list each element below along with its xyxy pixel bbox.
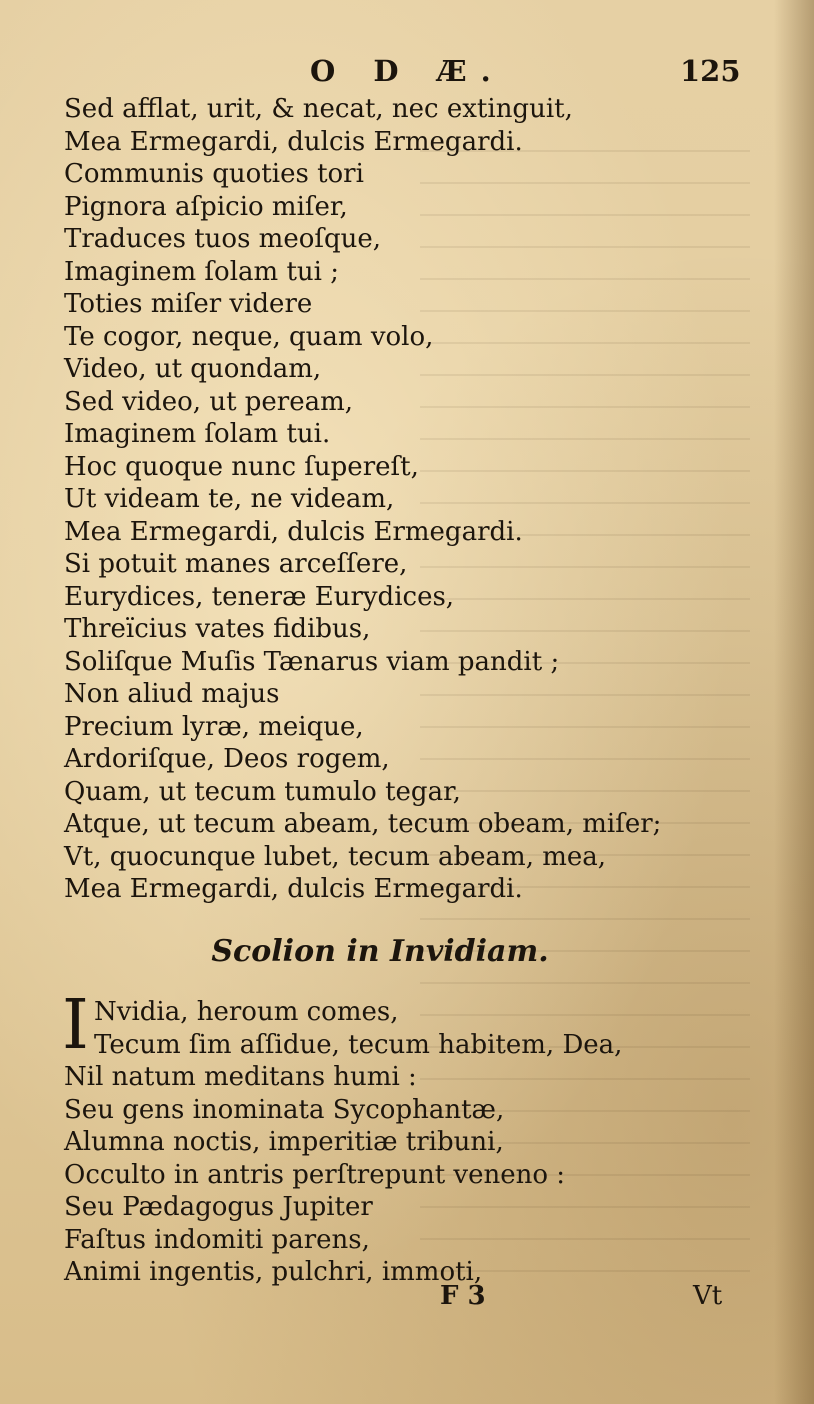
verse-line: Mea Ermegardi, dulcis Ermegardi. [64,874,523,904]
verse-line: Tecum ſim aſſidue, tecum habitem, Dea, [94,1029,623,1060]
poem-scolion [64,996,622,1289]
verse-line: Atque, ut tecum abeam, tecum obeam, miſer; [64,809,662,839]
verse-line: Mea Ermegardi, dulcis Ermegardi. [64,516,523,547]
verse-line: Faſtus indomiti parens, [64,1224,370,1255]
poem-ode [64,93,661,906]
section-heading: Scolion in Invidiam. [211,934,549,969]
verse-line: Ardoriſque, Deos rogem, [64,744,390,774]
running-head: O D Æ. [310,54,505,88]
verse-line: Mea Ermegardi, dulcis Ermegardi. [64,126,523,157]
verse-line: Precium lyræ, meique, [64,711,364,742]
verse-line: Traduces tuos meoſque, [64,224,382,254]
verse-line: Hoc quoque nunc ſupereſt, [64,451,419,482]
verse-line: Si potuit manes arceſſere, [64,549,408,579]
page-edge-shadow [774,0,814,1404]
verse-line: Te cogor, neque, quam volo, [64,321,434,352]
verse-line: Ut videam te, ne videam, [64,484,395,514]
verse-line: Seu Pædagogus Jupiter [64,1192,373,1222]
verse-line: Seu gens inominata Sycophantæ, [64,1094,505,1125]
verse-line: Soliſque Muſis Tænarus viam pandit ; [64,646,560,677]
verse-line: Non aliud majus [64,679,280,709]
verse-line: Nvidia, heroum comes, [94,997,399,1027]
verse-line: Threïcius vates fidibus, [64,614,371,644]
page-number: 125 [680,54,741,88]
verse-line: Sed video, ut peream, [64,386,354,417]
drop-cap: I [62,986,89,1065]
verse-line: Toties miſer videre [64,289,313,319]
verse-line: Nil natum meditans humi : [64,1062,417,1092]
catchword: Vt [693,1281,723,1311]
verse-line: Imaginem ſolam tui. [64,419,331,449]
verse-line: Alumna noctis, imperitiæ tribuni, [64,1127,504,1157]
verse-line: Imaginem ſolam tui ; [64,256,339,287]
verse-line: Sed afflat, urit, & necat, nec extinguit, [64,94,573,124]
signature-mark: F 3 [440,1281,486,1311]
verse-line: Video, ut quondam, [64,354,322,384]
verse-line: Pignora aſpicio miſer, [64,191,348,222]
verse-line: Animi ingentis, pulchri, immoti, [64,1257,483,1287]
verse-line: Quam, ut tecum tumulo tegar, [64,776,461,807]
verse-line: Communis quoties tori [64,159,364,189]
verse-line: Vt, quocunque lubet, tecum abeam, mea, [64,841,607,872]
verse-line: Occulto in antris perſtrepunt veneno : [64,1159,566,1190]
verse-line: Eurydices, teneræ Eurydices, [64,581,455,612]
